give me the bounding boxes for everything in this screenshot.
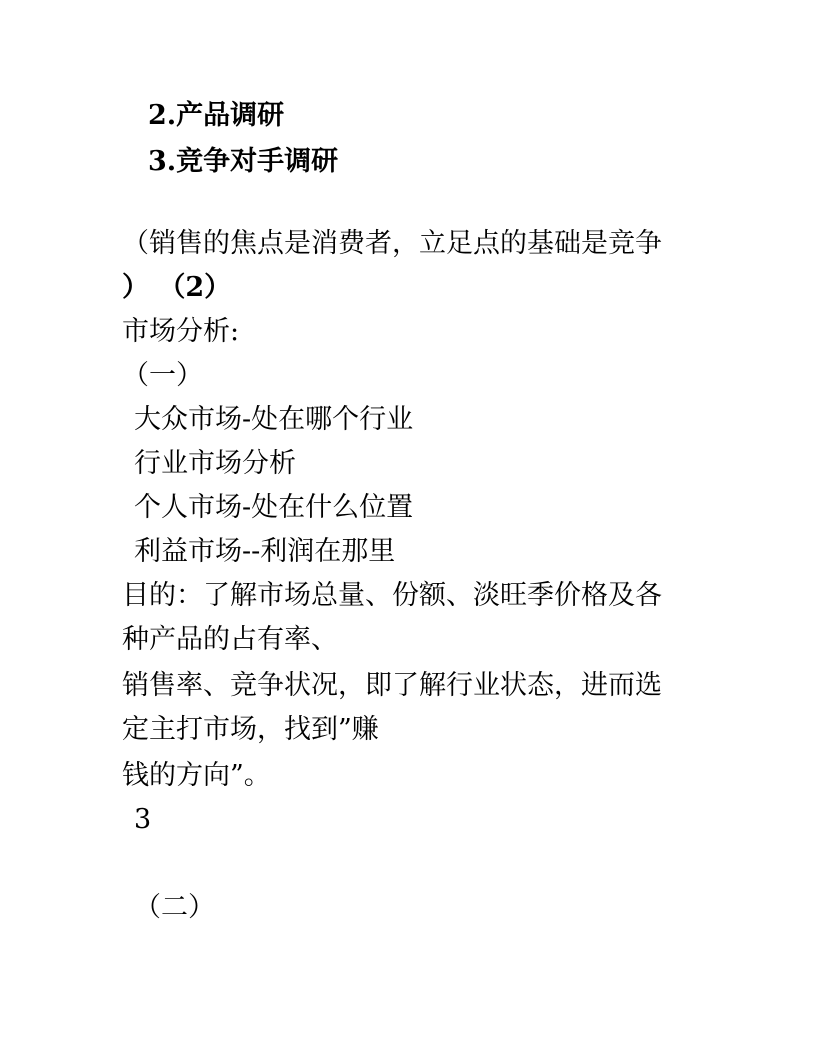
text-line: 目的：了解市场总量、份额、淡旺季价格及各 [122,580,662,611]
list-item: 行业市场分析 [134,448,296,479]
list-item: 大众市场-处在哪个行业 [134,404,414,435]
text-line: 销售率、竞争状况，即了解行业状态，进而选 [122,670,662,701]
text-line: （销售的焦点是消费者，立足点的基础是竞争 [122,228,662,259]
heading-competitor-research: 3.竞争对手调研 [148,146,339,177]
text-line: 种产品的占有率、 [122,624,338,655]
list-item: 利益市场--利润在那里 [134,536,396,567]
section-title-market-analysis: 市场分析: [122,316,240,347]
text-line: ） （2） [122,272,232,303]
text-line: 钱的方向”。 [122,760,271,791]
section-marker: （一） [122,360,203,391]
page-number: 3 [134,804,152,835]
heading-product-research: 2.产品调研 [148,100,285,131]
text-line: 定主打市场，找到”赚 [122,714,379,745]
list-item: 个人市场-处在什么位置 [134,492,414,523]
section-marker: （二） [134,892,215,923]
